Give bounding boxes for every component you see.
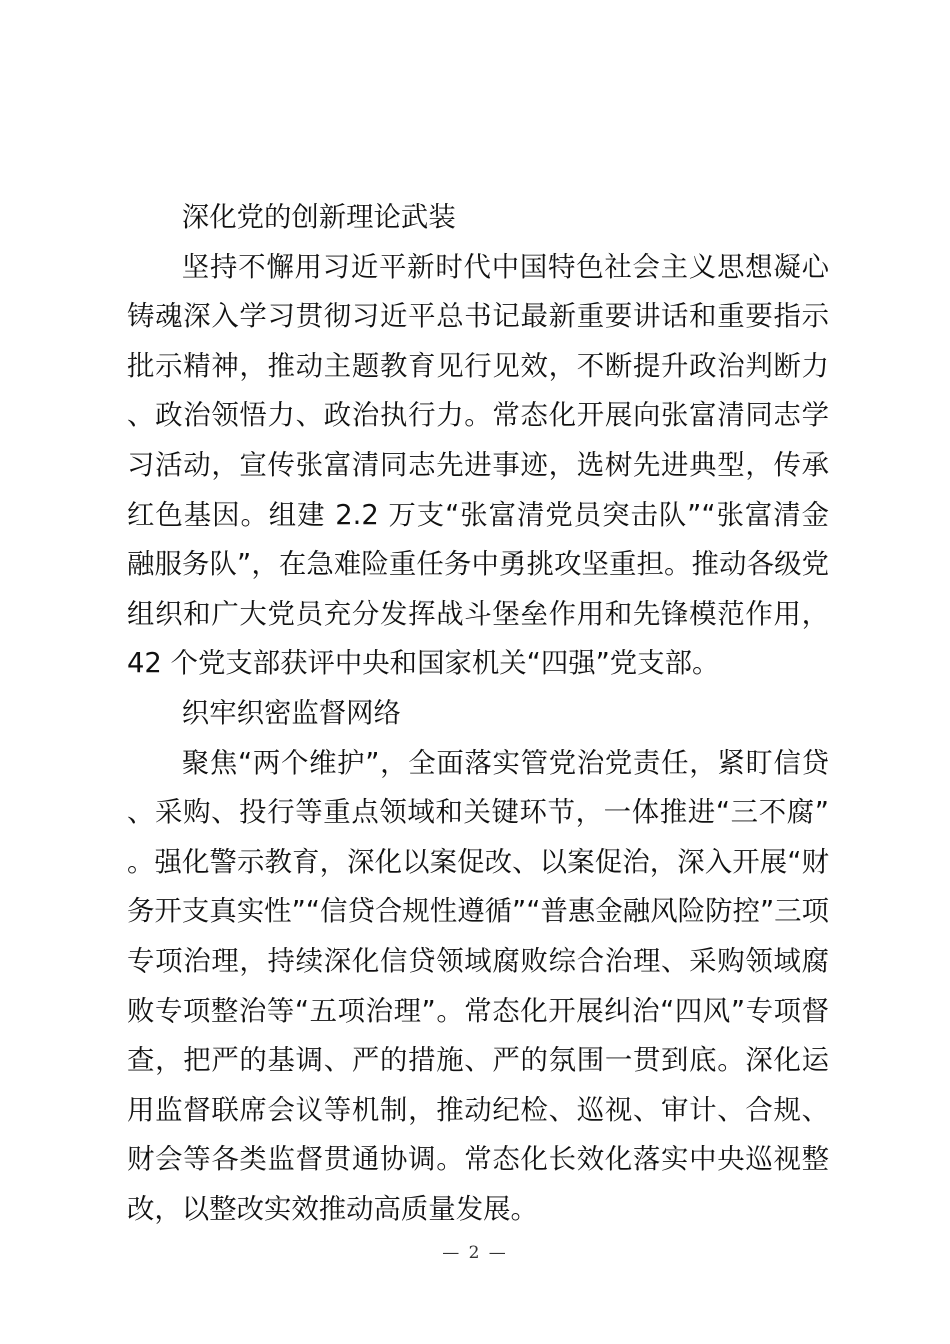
page-number: — 2 —: [442, 1243, 508, 1263]
section-paragraph: 聚焦“两个维护”，全面落实管党治党责任，紧盯信贷、采购、投行等重点领域和关键环节，一体推进“三不腐”。强化警示教育，深化以案促改、以案促治，深入开展“财务开支真实性”“信贷合规性遵循”“普惠金融风险防控”三项专项治理，持续深化信贷领域腐败综合治理、采购领域腐败专项整治等“五项治理”。常态化开展纠治“四风”专项督查，把严的基调、严的措施、严的氛围一贯到底。深化运用监督联席会议等机制，推动纪检、巡视、审计、合规、财会等各类监督贯通协调。常态化长效化落实中央巡视整改，以整改实效推动高质量发展。: [127, 747, 829, 1225]
section-paragraph: 坚持不懈用习近平新时代中国特色社会主义思想凝心铸魂深入学习贯彻习近平总书记最新重要讲话和重要指示批示精神，推动主题教育见行见效，不断提升政治判断力、政治领悟力、政治执行力。常态化开展向张富清同志学习活动，宣传张富清同志先进事迹，选树先进典型，传承红色基因。组建 2.2 万支“张富清党员突击队”“张富清金融服务队”，在急难险重任务中勇挑攻坚重担。推动各级党组织和广大党员充分发挥战斗堡垒作用和先锋模范作用，42 个党支部获评中央和国家机关“四强”党支部。: [127, 251, 829, 680]
document-page: [127, 193, 829, 1234]
section-heading: 织牢织密监督网络: [181, 697, 401, 729]
section-heading: 深化党的创新理论武装: [181, 202, 456, 233]
